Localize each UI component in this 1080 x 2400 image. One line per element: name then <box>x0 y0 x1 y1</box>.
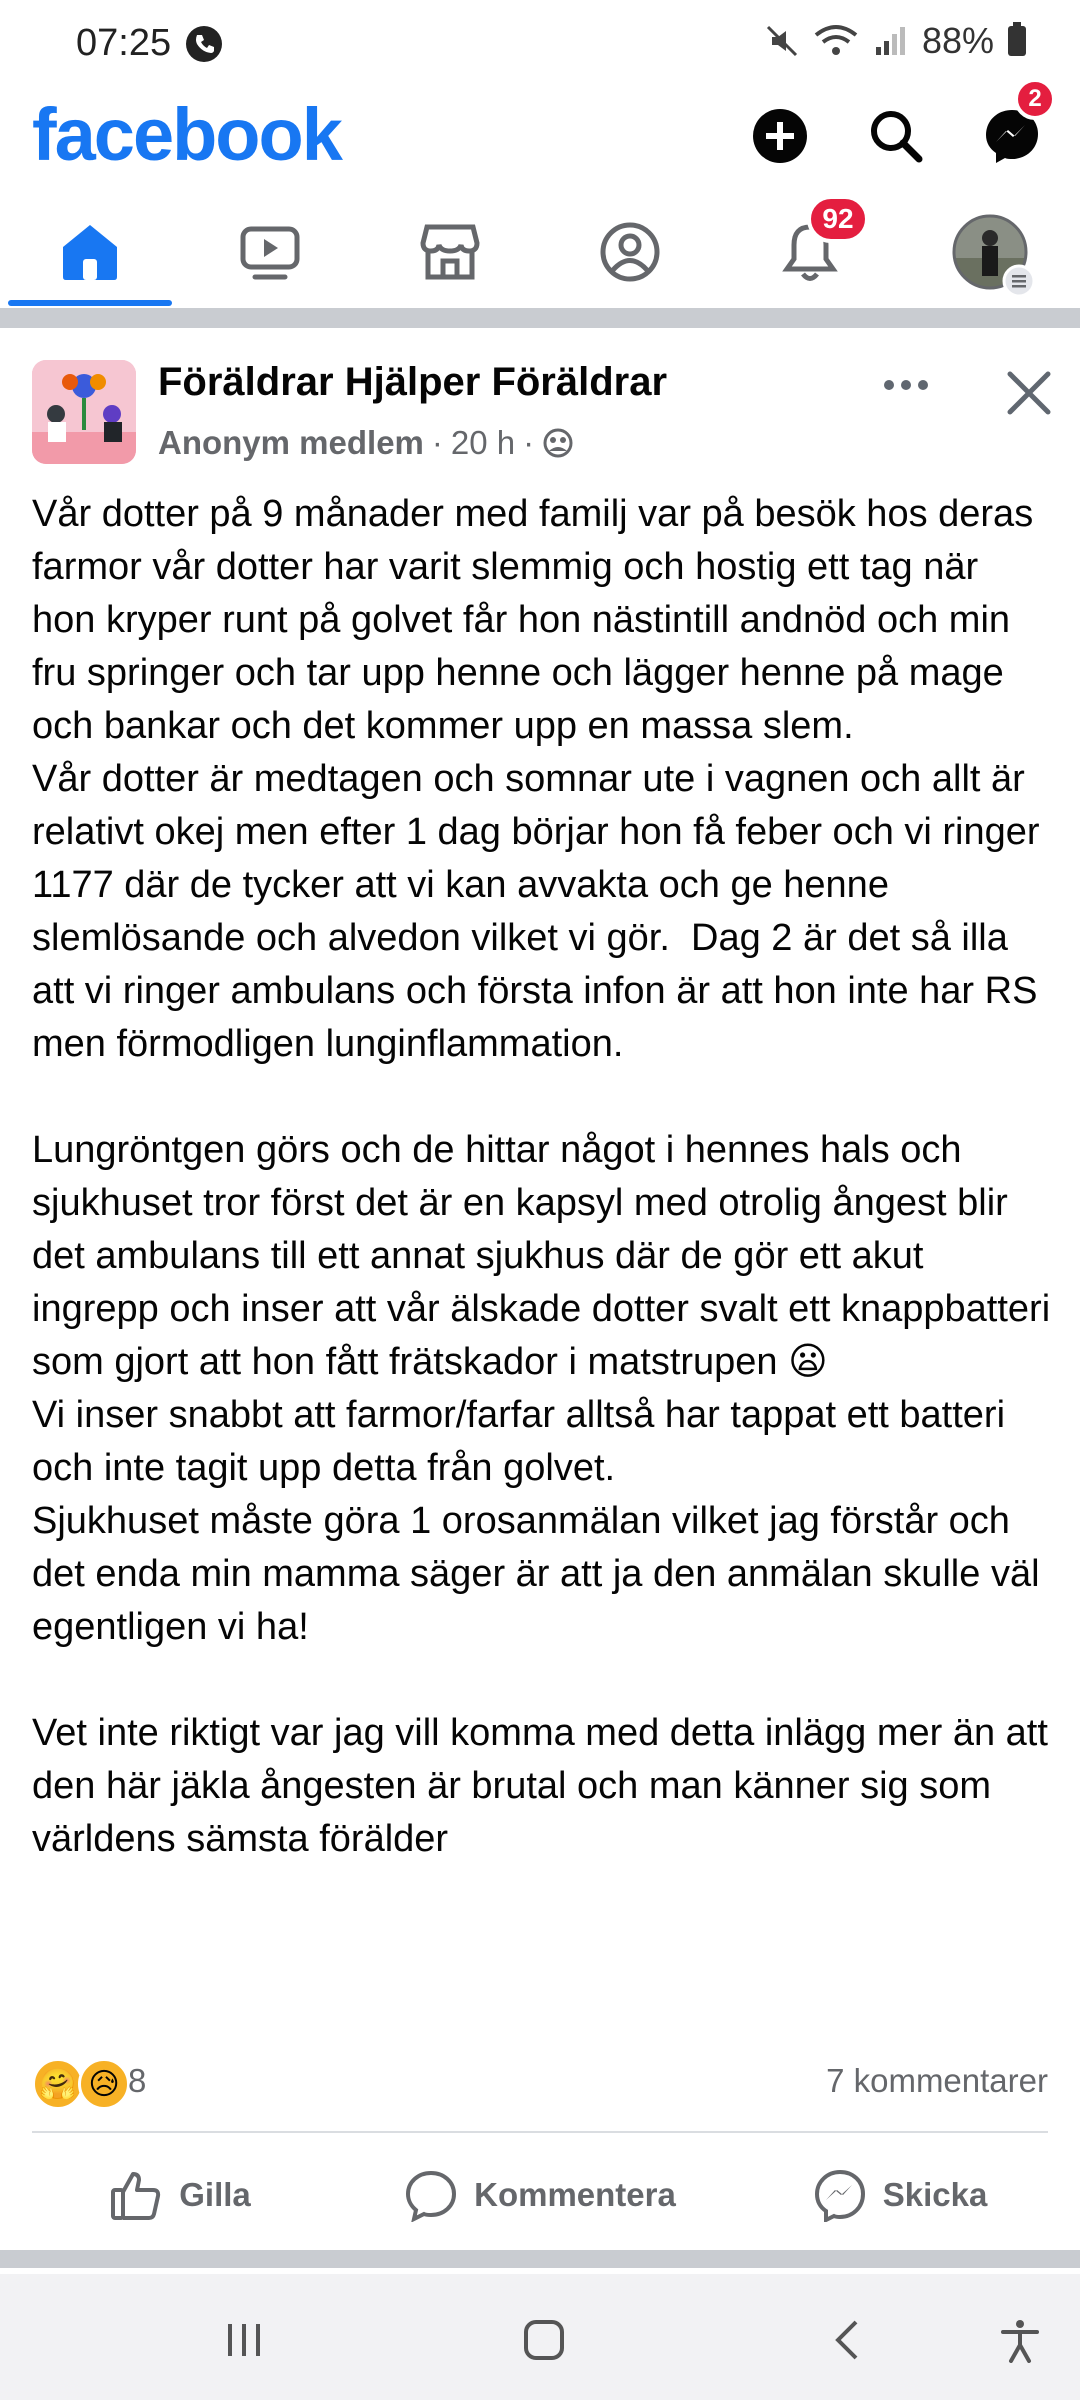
reaction-count[interactable]: 8 <box>128 2062 147 2099</box>
post-header <box>0 330 1080 480</box>
like-label: Gilla <box>179 2176 251 2213</box>
menu-icon <box>1002 264 1036 298</box>
facebook-logo[interactable]: facebook <box>32 93 341 176</box>
post-author[interactable]: Anonym medlem <box>158 424 424 461</box>
status-icons <box>764 20 1026 62</box>
home-button-icon <box>520 2316 568 2364</box>
messenger-send-icon <box>813 2168 867 2222</box>
accessibility-button[interactable] <box>990 2310 1050 2370</box>
signal-icon <box>872 23 908 59</box>
status-time: 07:25 <box>76 22 172 64</box>
post-time[interactable]: 20 h <box>450 424 516 461</box>
tab-bar <box>0 196 1080 308</box>
system-nav-bar <box>0 2274 1080 2400</box>
post-paragraph <box>32 1071 1052 1124</box>
watch-icon <box>239 221 301 283</box>
messenger-badge: 2 <box>1014 78 1056 120</box>
messenger-button[interactable] <box>976 85 1048 172</box>
tab-notifications[interactable] <box>720 196 900 308</box>
search-icon <box>866 106 926 166</box>
marketplace-icon <box>419 221 481 283</box>
send-label: Skicka <box>882 2176 988 2213</box>
feed-divider <box>0 308 1080 328</box>
tab-home[interactable] <box>0 196 180 308</box>
like-icon <box>109 2168 163 2222</box>
post-paragraph: Vet inte riktigt var jag vill komma med detta inlägg mer än att den här jäkla ångesten är brutal och man känner sig som världens sämsta förälder <box>32 1712 1059 1860</box>
comment-label: Kommentera <box>474 2176 676 2213</box>
send-button[interactable] <box>720 2150 1080 2240</box>
meta-separator: · <box>523 424 535 461</box>
feed-divider <box>0 2250 1080 2268</box>
like-button[interactable] <box>0 2150 360 2240</box>
post-paragraph: Sjukhuset måste göra 1 orosanmälan vilket jag förstår och det enda min mamma säger är att ja den anmälan skulle väl egentligen vi ha! <box>32 1500 1051 1648</box>
post-paragraph: Lungröntgen görs och de hittar något i hennes hals och sjukhuset tror först det är en kapsyl med otrolig ångest blir det ambulans till ett annat sjukhus där de gör ett akut ingrepp och inser att vår älskade dotter svalt ett knappbatteri som gjort att hon fått frätskador i matstrupen 😦 <box>32 1129 1061 1383</box>
recent-apps-button[interactable] <box>214 2310 274 2370</box>
search-button[interactable] <box>860 100 932 172</box>
post-actions <box>0 2150 1080 2240</box>
home-icon <box>59 221 121 283</box>
status-bar <box>0 0 1080 86</box>
tab-watch[interactable] <box>180 196 360 308</box>
back-icon <box>826 2318 870 2362</box>
group-privacy-icon <box>542 427 574 459</box>
wifi-icon <box>814 23 858 59</box>
post-paragraph: Vår dotter är medtagen och somnar ute i vagnen och allt är relativt okej men efter 1 dag börjar hon få feber och vi ringer 1177 där de tycker att vi kan avvakta och ge henne slemlösande och alvedon vilket vi gör. Dag 2 är det så illa att vi ringer ambulans och första infon är att hon inte har RS men förmodligen lunginflammation. <box>32 758 1051 1065</box>
reaction-icons[interactable] <box>32 2058 130 2110</box>
phone-call-icon <box>186 26 222 62</box>
tab-marketplace[interactable] <box>360 196 540 308</box>
post-meta <box>158 424 574 462</box>
care-reaction-icon: 🤗 <box>32 2058 84 2110</box>
comment-icon <box>404 2168 458 2222</box>
more-options-button[interactable] <box>876 370 936 400</box>
post-paragraph <box>32 1654 1052 1707</box>
create-post-button[interactable] <box>744 100 816 172</box>
close-icon[interactable] <box>1000 364 1058 422</box>
comment-count[interactable]: 7 kommentarer <box>826 2062 1048 2099</box>
back-button[interactable] <box>818 2310 878 2370</box>
accessibility-icon <box>997 2317 1043 2363</box>
mute-icon <box>764 23 800 59</box>
post-text <box>32 488 1061 1866</box>
group-avatar[interactable] <box>32 360 136 464</box>
sad-reaction-icon: 😥 <box>78 2058 130 2110</box>
create-post-icon <box>750 106 810 166</box>
comment-button[interactable] <box>360 2150 720 2240</box>
battery-percent: 88% <box>921 20 994 61</box>
tab-profile[interactable] <box>540 196 720 308</box>
notifications-badge: 92 <box>807 195 869 243</box>
meta-separator: · <box>431 424 443 461</box>
recent-apps-icon <box>222 2318 266 2362</box>
post-paragraph: Vi inser snabbt att farmor/farfar alltså har tappat ett batteri och inte tagit upp detta från golvet. <box>32 1394 1016 1489</box>
tab-menu[interactable] <box>900 196 1080 308</box>
battery-icon <box>1008 26 1026 56</box>
profile-icon <box>599 221 661 283</box>
post-divider <box>32 2131 1048 2133</box>
app-header <box>0 86 1080 196</box>
reactions-row <box>32 2058 1048 2106</box>
group-name[interactable]: Föräldrar Hjälper Föräldrar <box>158 360 668 404</box>
post-paragraph: Vår dotter på 9 månader med familj var på besök hos deras farmor vår dotter har varit slemmig och hostig ett tag när hon kryper runt på golvet får hon nästintill andnöd och min fru springer och tar upp henne och lägger henne på mage och bankar och det kommer upp en massa slem. <box>32 493 1044 747</box>
home-button[interactable] <box>514 2310 574 2370</box>
